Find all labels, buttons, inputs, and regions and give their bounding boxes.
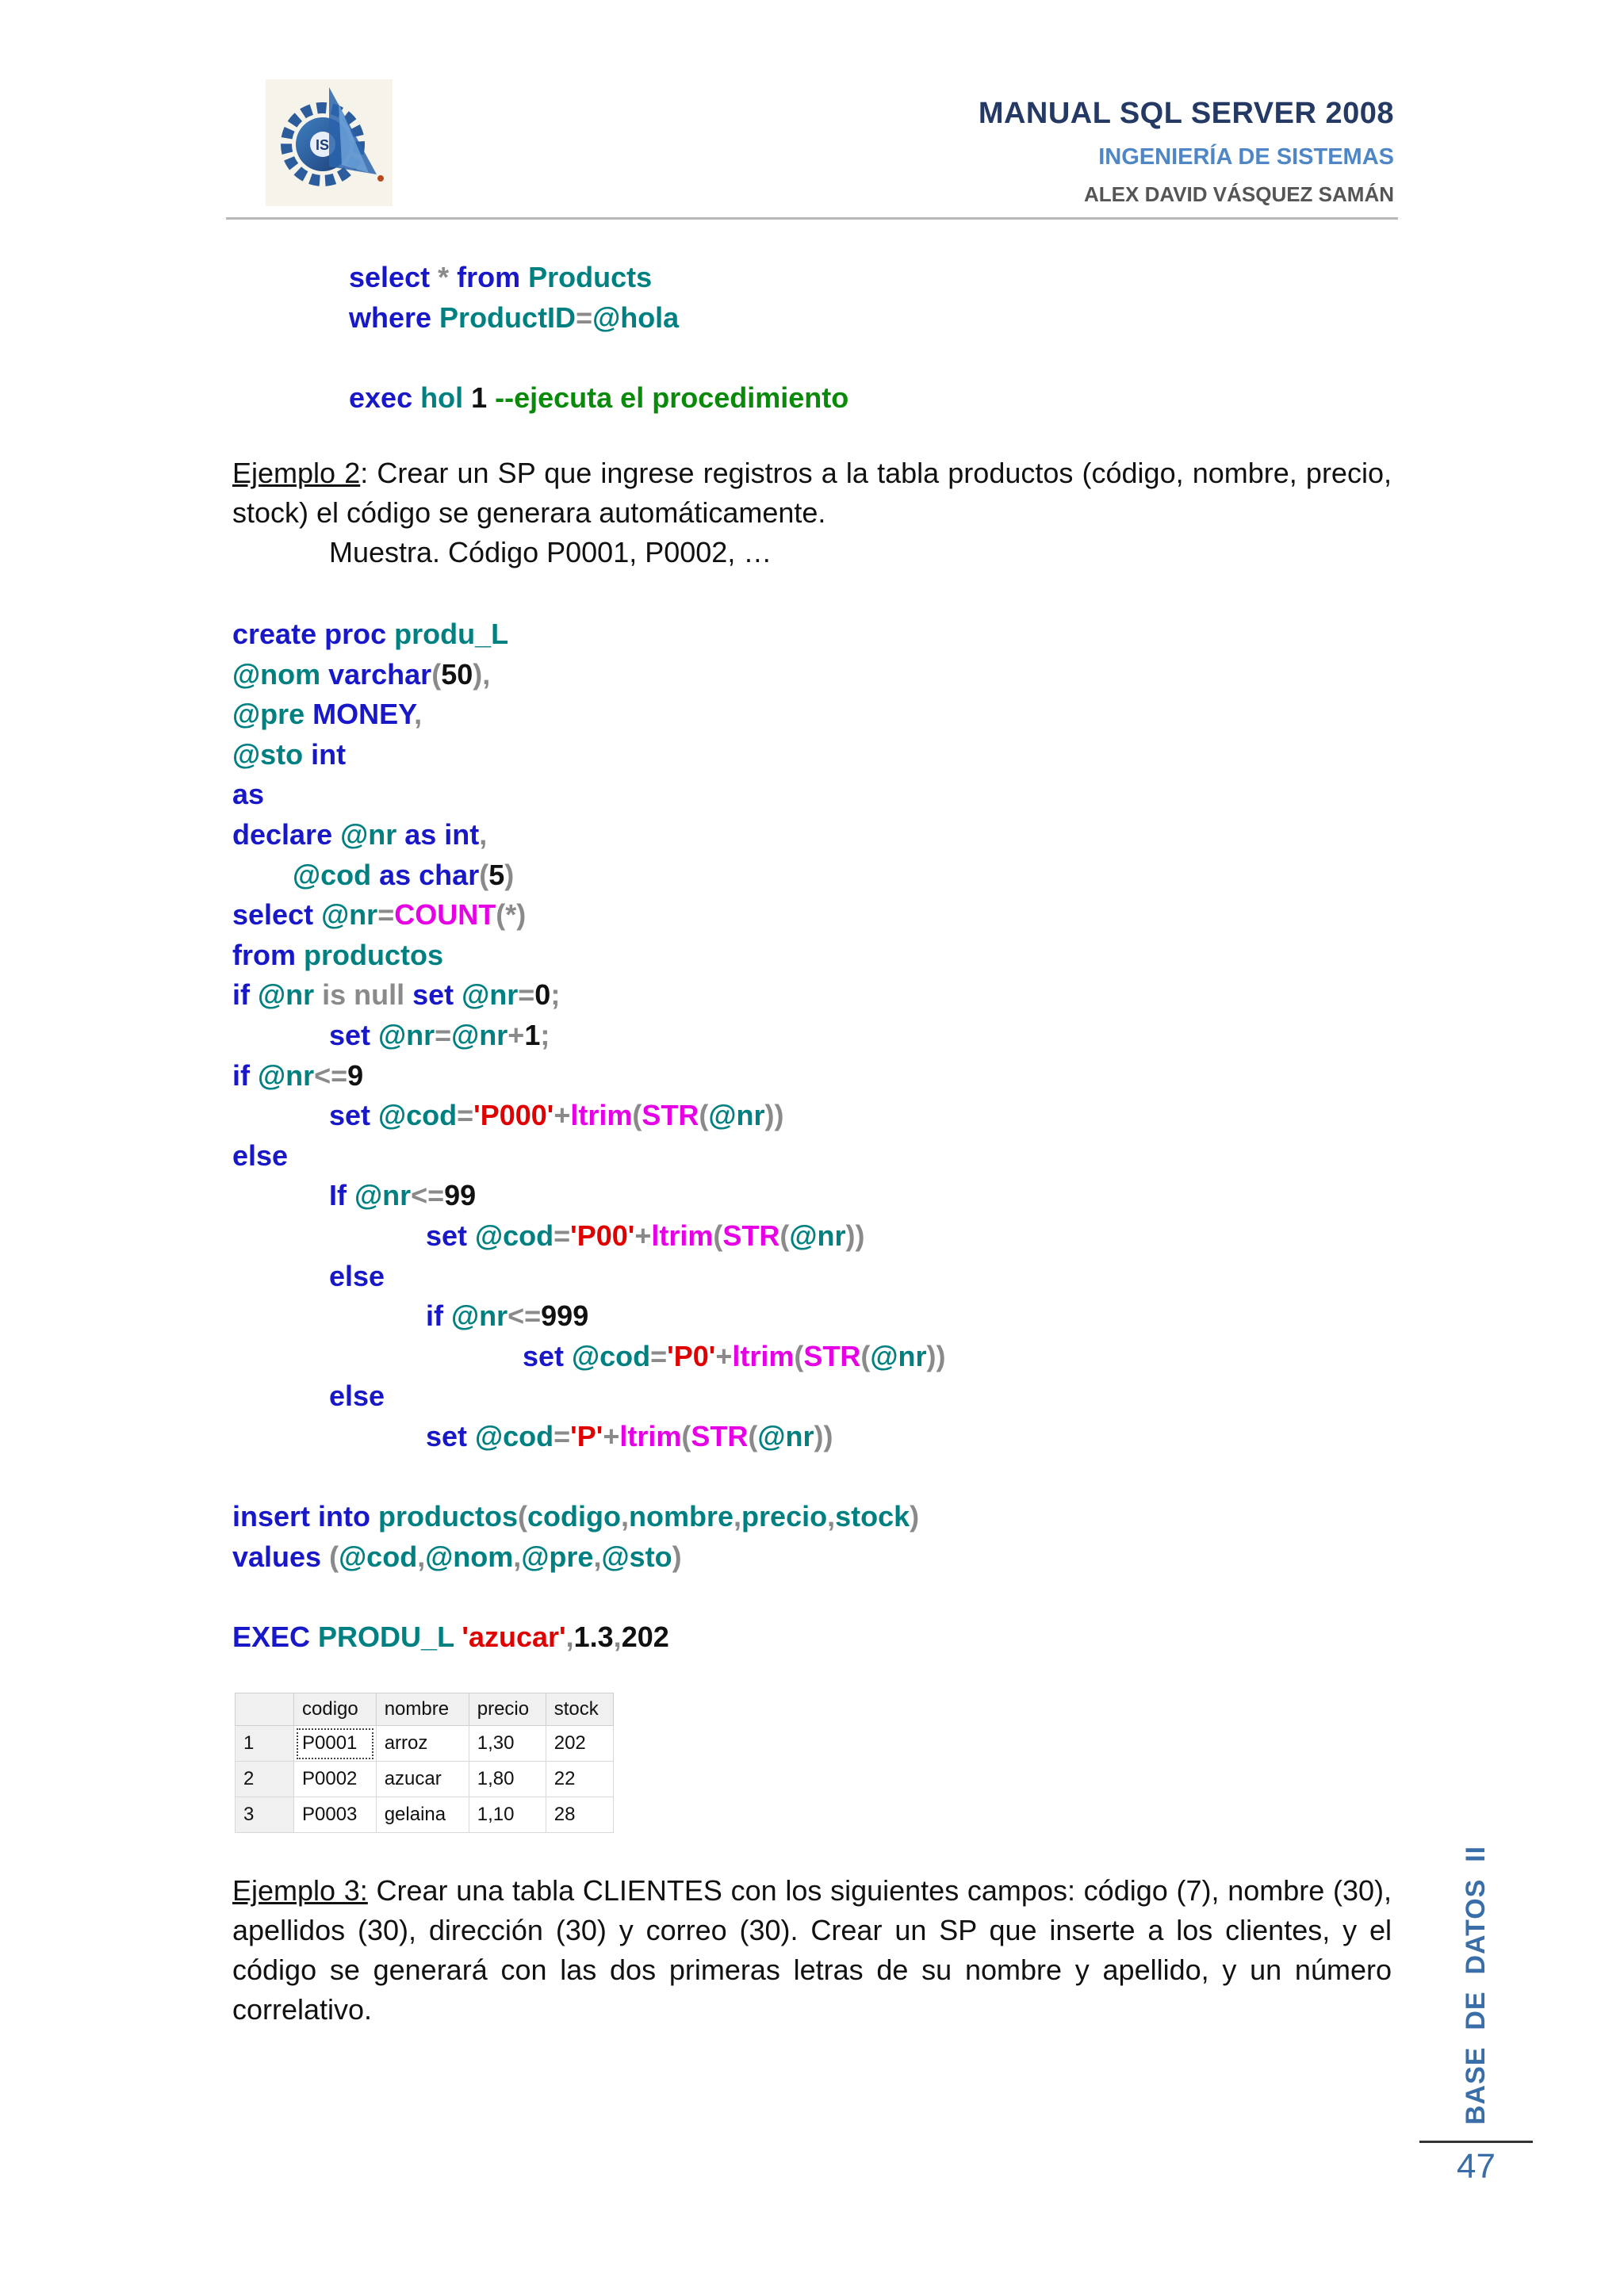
table-cell[interactable]: gelaina: [376, 1797, 469, 1833]
code-token: (: [632, 1099, 642, 1132]
code-token: )): [814, 1420, 833, 1452]
code-token: @pre: [232, 698, 305, 731]
code-token: (: [748, 1420, 758, 1452]
code-token: @nr: [313, 898, 378, 932]
code-line: [232, 1136, 288, 1176]
table-cell[interactable]: arroz: [376, 1726, 469, 1762]
code-token: as char: [371, 858, 480, 891]
example-3-text: Crear una tabla CLIENTES con los siguientes campos: código (7), nombre (30), apellidos (30), dirección (30) y correo (30). Crear un SP que inserte a los clientes, y el código se generará con las dos primeras letras de su nombre y apellido, y un número correlativo.: [232, 1874, 1392, 2026]
code-token: hol: [412, 381, 472, 414]
code-token: =: [518, 978, 535, 1012]
code-token: =: [435, 1019, 452, 1051]
example-3-paragraph: [232, 1871, 1392, 2030]
row-number-cell[interactable]: 1: [236, 1726, 294, 1762]
code-token: @cod: [467, 1219, 554, 1252]
code-token: set: [329, 1099, 371, 1132]
code-token: @cod: [467, 1420, 554, 1452]
code-line: [232, 1497, 919, 1536]
code-token: ),: [473, 657, 491, 691]
code-token: (: [860, 1339, 871, 1372]
table-row[interactable]: [236, 1797, 614, 1833]
svg-text:IS: IS: [316, 137, 330, 153]
code-token: =: [576, 300, 593, 334]
code-token: ,: [417, 1540, 426, 1573]
code-token: as: [232, 778, 265, 811]
code-token: )): [845, 1219, 865, 1252]
side-section-label: BASE DE DATOS II: [1461, 1845, 1491, 2125]
code-token: (: [713, 1219, 723, 1252]
code-token: ltrim: [651, 1219, 714, 1252]
table-cell[interactable]: P0001: [294, 1726, 377, 1762]
manual-title: MANUAL SQL SERVER 2008: [978, 97, 1394, 130]
code-token: @nom: [425, 1540, 514, 1573]
code-token: --ejecuta el procedimiento: [487, 381, 849, 414]
code-token: proc: [324, 618, 387, 650]
code-token: )): [926, 1339, 946, 1372]
code-token: ,: [613, 1621, 622, 1653]
code-line: [426, 1216, 865, 1256]
code-token: (: [779, 1219, 790, 1252]
code-token: 202: [621, 1621, 669, 1653]
code-token: Products: [520, 261, 653, 293]
code-token: codigo: [527, 1500, 621, 1533]
code-token: ltrim: [732, 1339, 795, 1372]
code-token: @nr: [250, 1058, 315, 1092]
code-token: as int: [396, 818, 480, 851]
code-token: @nom: [232, 657, 321, 691]
code-token: (*): [496, 898, 527, 932]
code-token: ;: [550, 978, 561, 1012]
code-token: declare: [232, 818, 333, 851]
code-line: [329, 1016, 550, 1055]
code-token: 1: [471, 381, 488, 414]
code-token: 'P0': [667, 1339, 716, 1372]
code-token: stock: [835, 1500, 910, 1533]
code-line: [349, 378, 848, 418]
code-token: 'P00': [570, 1219, 635, 1252]
code-token: int: [303, 737, 347, 771]
code-token: @hola: [592, 300, 680, 334]
code-token: @cod: [564, 1339, 651, 1372]
column-header[interactable]: stock: [546, 1693, 613, 1726]
code-token: =: [553, 1420, 571, 1452]
code-token: set: [412, 978, 454, 1012]
code-token: @nr: [708, 1099, 765, 1132]
code-token: @pre: [521, 1540, 594, 1573]
example-2-sample: Muestra. Código P0001, P0002, …: [329, 536, 772, 568]
code-token: select: [232, 898, 314, 932]
code-token: else: [329, 1259, 385, 1292]
code-line: [232, 815, 487, 855]
results-header-row: [236, 1693, 614, 1726]
code-token: 0: [534, 978, 551, 1012]
code-token: select: [349, 261, 431, 293]
example-2-paragraph: [232, 453, 1392, 533]
code-line: [232, 975, 560, 1015]
code-token: @nr: [870, 1339, 927, 1372]
code-token: +: [553, 1099, 571, 1132]
code-token: (: [681, 1420, 691, 1452]
code-token: (: [794, 1339, 804, 1372]
code-token: ,: [479, 818, 488, 851]
code-token: if: [232, 978, 250, 1012]
code-token: ;: [540, 1019, 550, 1051]
example-2-text: : Crear un SP que ingrese registros a la tabla productos (código, nombre, precio, stock) el código se generara automáticamente.: [232, 457, 1392, 529]
code-token: from: [232, 938, 296, 971]
code-token: from: [457, 261, 521, 293]
code-token: *: [430, 261, 458, 293]
code-line: [349, 298, 679, 338]
code-line: [232, 655, 490, 695]
row-number-cell[interactable]: 3: [236, 1797, 294, 1833]
code-token: 50: [441, 657, 473, 691]
code-token: @nr: [370, 1019, 435, 1051]
code-token: EXEC: [232, 1621, 311, 1653]
code-token: (: [321, 1540, 339, 1573]
row-number-cell[interactable]: 2: [236, 1762, 294, 1797]
code-line: [232, 735, 346, 775]
code-token: set: [426, 1420, 468, 1452]
code-token: values: [232, 1540, 322, 1573]
table-cell[interactable]: P0003: [294, 1797, 377, 1833]
department-subtitle: INGENIERÍA DE SISTEMAS: [1098, 144, 1394, 170]
code-token: @cod: [339, 1540, 418, 1573]
code-token: is null: [314, 978, 413, 1012]
code-token: (: [518, 1500, 528, 1533]
code-token: ): [672, 1540, 682, 1573]
code-token: @nr: [757, 1420, 814, 1452]
code-line: [329, 1096, 784, 1135]
code-line: [329, 1176, 476, 1215]
code-token: 'P000': [473, 1099, 554, 1132]
code-token: =: [377, 898, 395, 932]
code-token: STR: [691, 1420, 749, 1452]
code-token: ,: [733, 1500, 742, 1533]
code-token: PRODU_L: [310, 1621, 462, 1653]
table-cell[interactable]: azucar: [376, 1762, 469, 1797]
code-line: [232, 1617, 669, 1657]
code-token: ): [504, 858, 515, 891]
code-token: ,: [827, 1500, 836, 1533]
code-token: where: [349, 300, 432, 334]
code-token: @nr: [451, 1019, 508, 1051]
code-line: [293, 855, 514, 895]
code-token: productos: [370, 1500, 519, 1533]
code-token: if: [232, 1058, 250, 1092]
column-header[interactable]: nombre: [376, 1693, 469, 1726]
code-token: else: [232, 1138, 289, 1172]
code-token: MONEY: [304, 698, 415, 731]
table-cell[interactable]: 1,30: [469, 1726, 546, 1762]
code-token: @nr: [789, 1219, 846, 1252]
university-gear-logo-icon: [266, 79, 393, 206]
code-token: set: [523, 1339, 565, 1372]
code-token: +: [715, 1339, 733, 1372]
code-token: set: [426, 1219, 468, 1252]
table-cell[interactable]: 202: [546, 1726, 613, 1762]
table-cell[interactable]: 22: [546, 1762, 613, 1797]
code-token: (: [431, 657, 442, 691]
code-token: STR: [722, 1219, 780, 1252]
code-token: STR: [642, 1099, 699, 1132]
code-line: [523, 1337, 945, 1376]
code-token: ,: [513, 1540, 522, 1573]
code-token: ,: [565, 1621, 574, 1653]
code-token: 99: [444, 1179, 477, 1212]
code-token: @nr: [443, 1299, 508, 1333]
code-token: <=: [411, 1179, 445, 1212]
code-token: nombre: [629, 1500, 734, 1533]
code-token: 999: [541, 1299, 589, 1333]
code-token: ltrim: [570, 1099, 633, 1132]
table-row[interactable]: [236, 1762, 614, 1797]
code-token: set: [329, 1019, 371, 1051]
code-token: If: [329, 1179, 347, 1212]
code-line: [426, 1417, 833, 1456]
code-line: [232, 1537, 682, 1577]
code-token: exec: [349, 381, 413, 414]
code-line: [426, 1296, 588, 1336]
code-line: [329, 1376, 385, 1416]
code-token: @sto: [232, 737, 304, 771]
code-token: 5: [488, 858, 505, 891]
code-token: +: [603, 1420, 620, 1452]
code-token: insert into: [232, 1500, 371, 1533]
code-token: 1: [524, 1019, 541, 1051]
code-line: [232, 775, 264, 814]
code-token: ,: [414, 698, 423, 731]
code-token: COUNT: [394, 898, 496, 932]
example-3-label: Ejemplo 3:: [232, 1874, 368, 1907]
code-token: @cod: [293, 858, 372, 891]
code-token: create: [232, 618, 317, 650]
code-token: precio: [741, 1500, 828, 1533]
code-line: [232, 895, 526, 935]
code-token: +: [634, 1219, 652, 1252]
author-name: ALEX DAVID VÁSQUEZ SAMÁN: [1084, 182, 1394, 206]
table-cell[interactable]: P0002: [294, 1762, 377, 1797]
table-cell[interactable]: 1,80: [469, 1762, 546, 1797]
column-header[interactable]: codigo: [294, 1693, 377, 1726]
code-token: @nr: [332, 818, 397, 851]
code-token: @nr: [454, 978, 519, 1012]
example-2-label: Ejemplo 2: [232, 457, 361, 489]
code-token: ,: [593, 1540, 602, 1573]
code-line: [349, 258, 652, 297]
code-token: if: [426, 1299, 443, 1333]
code-line: [232, 614, 508, 654]
code-token: ProductID: [431, 300, 576, 334]
code-token: ltrim: [619, 1420, 682, 1452]
code-token: @sto: [601, 1540, 672, 1573]
code-token: =: [650, 1339, 668, 1372]
code-token: +: [508, 1019, 525, 1051]
table-cell[interactable]: 28: [546, 1797, 613, 1833]
code-token: 1.3: [573, 1621, 614, 1653]
results-grid: [235, 1693, 614, 1829]
code-token: <=: [314, 1058, 348, 1092]
code-token: (: [479, 858, 489, 891]
code-token: ): [910, 1500, 920, 1533]
code-token: <=: [508, 1299, 542, 1333]
code-token: ,: [621, 1500, 630, 1533]
code-token: @nr: [347, 1179, 412, 1212]
header-divider: [226, 217, 1398, 220]
code-token: varchar: [320, 657, 432, 691]
code-token: @cod: [370, 1099, 458, 1132]
code-token: (: [699, 1099, 709, 1132]
code-token: =: [553, 1219, 571, 1252]
code-token: )): [764, 1099, 784, 1132]
code-token: 'azucar': [462, 1621, 566, 1653]
code-line: [232, 1056, 363, 1096]
column-header[interactable]: precio: [469, 1693, 546, 1726]
code-line: [232, 936, 443, 975]
code-token: produ_L: [386, 618, 509, 650]
row-number-header[interactable]: [236, 1693, 294, 1726]
code-line: [232, 695, 422, 734]
table-cell[interactable]: 1,10: [469, 1797, 546, 1833]
code-token: [316, 618, 324, 650]
code-token: STR: [803, 1339, 861, 1372]
page-number-divider: [1419, 2141, 1533, 2143]
code-token: 'P': [570, 1420, 603, 1452]
code-token: 9: [347, 1058, 364, 1092]
code-token: @nr: [250, 978, 315, 1012]
code-token: =: [457, 1099, 474, 1132]
page-number: 47: [1457, 2147, 1496, 2186]
code-token: else: [329, 1380, 385, 1413]
code-token: productos: [296, 938, 443, 971]
table-row[interactable]: [236, 1726, 614, 1762]
code-line: [329, 1257, 385, 1296]
